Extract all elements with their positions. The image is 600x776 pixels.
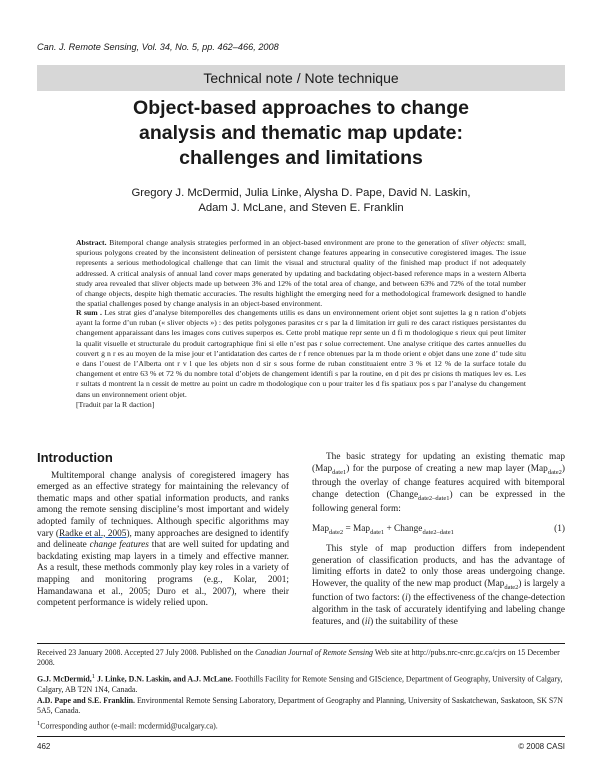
eq-term-a: Map xyxy=(312,523,330,534)
abstract-text-pre: Bitemporal change analysis strategies performed in an object-based environment are prone to the generation of xyxy=(109,238,459,247)
title-line-3: challenges and limitations xyxy=(179,147,423,169)
strategy-text-c: ) through the overlay of change features acquired with bitemporal change detection (Change xyxy=(312,463,565,500)
abstract-fr xyxy=(76,308,526,410)
eq-sub-3: date2–date1 xyxy=(422,528,454,536)
page-footer-divider xyxy=(37,736,565,737)
received-text-b: Web site at http://pubs.nrc-cnrc.gc.ca/cjrs on 15 December 2008. xyxy=(37,648,560,667)
quality-text-c: ) the effectiveness of the change-detection algorithm in the task of accurately identifying and labeling change features, and ( xyxy=(312,593,565,627)
quality-text-a: This style of map production differs from independent generation of classification products, and has the advantage of limiting efforts in date2 to only those areas undergoing change. However, the quality of the new map product (Map xyxy=(312,544,565,589)
quality-text-b: ) is largely a function of two factors: ( xyxy=(312,578,565,604)
strategy-text-a: The basic strategy for updating an existing thematic map (Map xyxy=(312,452,565,474)
eq-sub-1: date2 xyxy=(329,528,344,536)
corresponding-author xyxy=(37,719,565,732)
right-column xyxy=(312,452,565,628)
corr-text: Corresponding author (e-mail: mcdermid@ucalgary.ca). xyxy=(40,721,218,731)
sub-change: date2–date1 xyxy=(418,494,450,502)
aff2-names: A.D. Pape and S.E. Franklin. xyxy=(37,696,135,705)
quality-sub: date2 xyxy=(504,583,519,591)
authors-line-1: Gregory J. McDermid, Julia Linke, Alysha D. Pape, David N. Laskin, xyxy=(131,187,471,199)
page-number: 462 xyxy=(37,742,51,751)
footnote-divider xyxy=(37,643,565,644)
equation-body xyxy=(312,524,454,538)
corr-sup: 1 xyxy=(37,720,41,727)
intro-heading: Introduction xyxy=(37,450,113,465)
received-note xyxy=(37,648,565,668)
intro-text-a: Multitemporal change analysis of coregistered imagery has emerged as an effective strategy for maintaining the relevancy of thematic maps and other spatial information products, and ranks among the remote sensing discipline’s most important and widely adopted family of techniques. Although specific algorithms may vary ( xyxy=(37,470,289,539)
eq-term-b: = Map xyxy=(343,523,371,534)
quality-italic-i: i xyxy=(405,593,408,604)
abstract-italic-term: sliver objects xyxy=(461,238,503,247)
abstract-label: Abstract. xyxy=(76,238,107,247)
title-line-1: Object-based approaches to change xyxy=(133,97,469,119)
abstract-en xyxy=(76,238,526,309)
quality-paragraph xyxy=(312,544,565,628)
received-journal: Canadian Journal of Remote Sensing xyxy=(255,648,373,657)
author-list xyxy=(37,186,565,216)
resume-text: Les strat gies d’analyse bitemporelles des changements utilis es dans un environnement orient objet sont sujettes la g n ration d’objets ayant la forme d’un ruban (« sliver objects ») : des petits polygones parasites cr s par la d limitation irr guli re des caract ristiques persistantes du changement apparaissant dans les images cons cutives superpos es. Cette probl matique repr sente un d fi m thodologique s rieux qui peut limiter la qualit visuelle et structurale du produit cartographique fini si elle n’est pas r solue correctement. Une analyse critique des cartes annuelles du couvert g n r es au moyen de la mise jour et l’antidatation des cartes de r f rence obtenues par la m thode orient e objet dans une zone d’ tude situ e dans l’ouest de l’Alberta ont r v l que les objets non d sir s sous forme de ruban constituaient entre 3 % et 12 % de la surface totale du changement et entre 63 % et 72 % du nombre total d’objets de changement identifi s par la routine, en d pit des pr cisions th matiques lev es. Les r sultats d montrent la n cessit de mettre au point un cadre m thodologique con u pour traiter les d fis spatiaux pos s par l’analyse du changement dans un environnement orient objet. xyxy=(76,308,526,399)
journal-name: Can. J. Remote Sensing xyxy=(37,42,137,52)
intro-text-c: that are well suited for updating and backdating existing map layers in a timely and effective manner. As a result, these methods commonly play key roles in a variety of mapping and monitoring programs (e.g., Kolar, 2001; Hamandawana et al., 2005; Duro et al., 2007), where their competent performance is widely relied upon. xyxy=(37,540,289,609)
equation-number: (1) xyxy=(554,523,565,534)
volume-info: , Vol. 34, No. 5, pp. 462–466, 2008 xyxy=(136,42,279,52)
strategy-text-b: ) for the purpose of creating a new map layer (Map xyxy=(346,463,548,474)
running-header xyxy=(37,42,279,52)
received-text-a: Received 23 January 2008. Accepted 27 July 2008. Published on the xyxy=(37,648,254,657)
strategy-paragraph xyxy=(312,452,565,516)
aff1-names: G.J. McDermid, xyxy=(37,674,92,684)
abstract-text-post: : small, spurious polygons created by the inconsistent delineation of persistent change features appearing in consecutive coregistered images. The issue represents a serious methodological challenge that can limit the visual and structural quality of the finished map product if not adequately addressed. A critical analysis of annual land cover maps generated by updating and backdating object-based reference maps in a western Alberta study area revealed that sliver objects made up between 3% and 12% of the total area of change, and between 63% and 72% of the total number of change objects, despite high thematic accuracies. The results highlight the emerging need for a methodological framework designed to handle the spatial challenges posed by change analysis in an object-based environment. xyxy=(76,238,527,309)
aff1-names-2: J. Linke, D.N. Laskin, and A.J. McLane. xyxy=(95,674,233,684)
intro-paragraph xyxy=(37,471,289,610)
affiliation-2 xyxy=(37,696,565,716)
eq-term-c: + Change xyxy=(384,523,423,534)
translation-note: [Traduit par la R daction] xyxy=(76,399,155,409)
copyright: © 2008 CASI xyxy=(518,742,565,751)
aff1-sup: 1 xyxy=(91,673,96,680)
sub-date2: date2 xyxy=(547,468,562,476)
equation-1 xyxy=(312,524,565,538)
quality-text-d: ) the suitability of these xyxy=(370,616,458,627)
aff2-text: Environmental Remote Sensing Laboratory, Department of Geography and Planning, University of Saskatchewan, Saskatoon, SK S7N 5A5, Canada. xyxy=(37,696,563,715)
eq-sub-2: date1 xyxy=(370,528,385,536)
authors-line-2: Adam J. McLane, and Steven E. Franklin xyxy=(198,202,404,214)
section-banner: Technical note / Note technique xyxy=(37,65,565,91)
strategy-text-d: ) can be expressed in the following general form: xyxy=(312,489,566,515)
quality-italic-ii: ii xyxy=(364,616,371,627)
left-column xyxy=(37,452,289,610)
intro-italic-term: change features xyxy=(89,540,149,551)
sub-date1: date1 xyxy=(332,468,347,476)
aff1-text: Foothills Facility for Remote Sensing and GIScience, Department of Geography, University of Calgary, Calgary, AB T2N 1N4, Canada. xyxy=(37,674,563,694)
intro-text-b: ), many approaches are designed to identify and delineate xyxy=(37,528,289,551)
title-line-2: analysis and thematic map update: xyxy=(138,122,463,144)
resume-label: R sum . xyxy=(76,308,102,317)
citation-link-radke[interactable]: Radke et al., 2005 xyxy=(58,528,127,539)
article-title xyxy=(37,96,565,171)
affiliation-1 xyxy=(37,672,565,695)
